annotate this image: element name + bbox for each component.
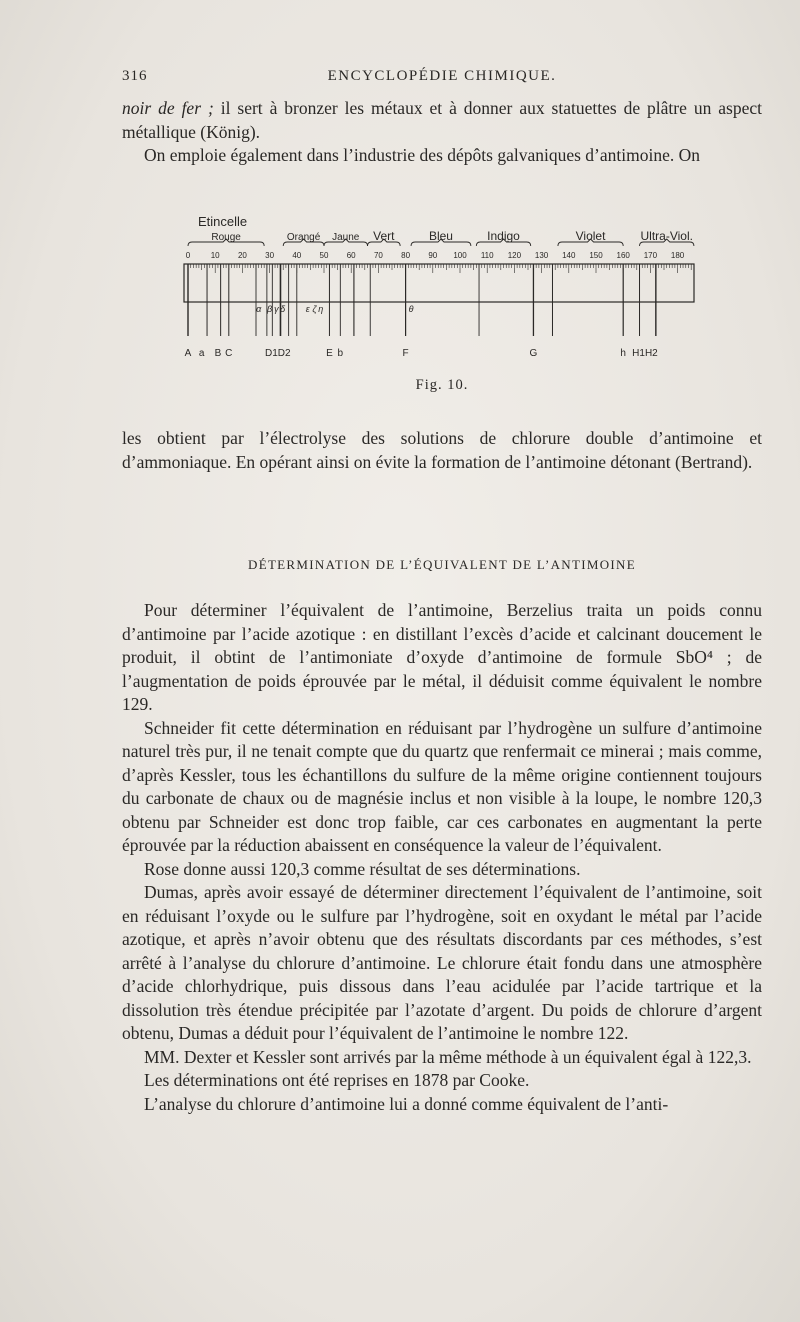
paragraph-rose: Rose donne aussi 120,3 comme résultat de ses déterminations. bbox=[144, 858, 581, 879]
page-header bbox=[122, 68, 762, 90]
paragraph-dumas: Dumas, après avoir essayé de déterminer directement l’équivalent de l’antimoine, soit en réduisant l’oxyde ou le sulfure par l’hydrogène, soit en oxydant le métal par l’acide azotique, et après n’avoir obtenu que des résultats discordants par ces méthodes, s’est arrêté à l’analyse du chlorure d’antimoine. Le chlorure était fondu dans une atmosphère d’acide chlorhydrique, puis dissous dans l’eau acidulée par l’acide tartrique et la dissolution très étendue précipitée par l’azotate d’argent. Du poids de chlorure d’argent obtenu, Dumas a déduit pour l’équivalent de l’antimoine le nombre 122. bbox=[122, 882, 762, 1043]
scale-number: 60 bbox=[346, 251, 356, 260]
fraunhofer-label: F bbox=[402, 348, 409, 359]
spectrum-box bbox=[184, 264, 694, 302]
fraunhofer-label: A bbox=[184, 348, 192, 359]
color-label-violet: Violet bbox=[575, 229, 606, 243]
scale-number: 90 bbox=[428, 251, 438, 260]
fraunhofer-label: D1D2 bbox=[264, 348, 291, 359]
fraunhofer-label: G bbox=[529, 348, 538, 359]
paragraph-galvanic: On emploie également dans l’industrie des dépôts galvaniques d’antimoine. On bbox=[144, 145, 700, 165]
fraunhofer-labels bbox=[185, 348, 659, 359]
scale-labels bbox=[186, 251, 685, 260]
scale-number: 150 bbox=[589, 251, 603, 260]
running-title: ENCYCLOPÉDIE CHIMIQUE. bbox=[327, 68, 557, 84]
spectrum-diagram bbox=[180, 212, 700, 372]
paragraph-cooke: Les déterminations ont été reprises en 1878 par Cooke. bbox=[144, 1070, 530, 1090]
greek-line-label: η bbox=[318, 304, 324, 314]
scale-number: 40 bbox=[292, 251, 302, 260]
fraunhofer-label: H1H2 bbox=[632, 348, 658, 359]
scale-number: 80 bbox=[401, 251, 411, 260]
fraunhofer-label: C bbox=[225, 348, 233, 359]
ruler-ticks bbox=[188, 264, 691, 273]
spectrum-figure bbox=[180, 212, 700, 372]
paragraph-cooke-analysis: L’analyse du chlorure d’antimoine lui a donné comme équivalent de l’anti- bbox=[144, 1093, 669, 1114]
scale-number: 160 bbox=[616, 251, 630, 260]
italic-term: noir de fer ; bbox=[122, 98, 214, 118]
scale-number: 170 bbox=[643, 251, 658, 260]
section-body bbox=[122, 599, 762, 1116]
scale-number: 0 bbox=[185, 251, 191, 260]
greek-line-label: γ bbox=[274, 304, 279, 314]
color-label-rouge: Rouge bbox=[211, 232, 241, 243]
fraunhofer-label: b bbox=[337, 348, 344, 359]
greek-line-label: ε bbox=[305, 304, 310, 314]
spectral-lines bbox=[188, 264, 656, 336]
scale-number: 140 bbox=[562, 251, 576, 260]
fraunhofer-label: E bbox=[326, 348, 333, 359]
scale-number: 50 bbox=[319, 251, 329, 260]
fraunhofer-label: a bbox=[198, 348, 205, 359]
fraunhofer-label: h bbox=[620, 348, 626, 359]
greek-labels bbox=[256, 304, 413, 314]
figure-caption: Fig. 10. bbox=[415, 377, 469, 393]
scale-number: 30 bbox=[265, 251, 275, 260]
color-label-bleu: Bleu bbox=[428, 229, 453, 243]
paragraph-dexter-kessler: MM. Dexter et Kessler sont arrivés par la même méthode à un équivalent égal à 122,3. bbox=[144, 1046, 752, 1067]
scale-number: 180 bbox=[670, 251, 685, 260]
color-label-vert: Vert bbox=[373, 229, 395, 243]
paragraph-schneider: Schneider fit cette détermination en réduisant par l’hydrogène un sulfure d’antimoine naturel très pur, il ne tenait compte que du quartz que renfermait ce minerai ; mais comme, d’après Kessler, tous les échantillons du sulfure de la même origine contiennent toujours du carbonate de chaux ou de magnésie inclus et non visible à la loupe, le nombre 120,3 obtenu par Schneider est donc trop faible, car ces carbonates en augmentant la perte éprouvée par la réduction abaissent en conséquence la valeur de l’équivalent. bbox=[122, 717, 762, 855]
paragraph-berzelius: Pour déterminer l’équivalent de l’antimoine, Berzelius traita un poids connu d’antimoine par l’acide azotique : en distillant l’excès d’acide et calcinant doucement le produit, il obtint de l’antimoniate d’oxyde d’antimoine de formule SbO⁴ ; de l’augmentation de poids éprouvée par le métal, il déduisit comme équivalent le nombre 129. bbox=[122, 600, 762, 714]
paragraph-top bbox=[122, 97, 762, 144]
spark-label: Etincelle bbox=[198, 214, 248, 229]
paragraph-electrolysis: les obtient par l’électrolyse des solutions de chlorure double d’antimoine et d’ammoniaque. En opérant ainsi on évite la formation de l’antimoine détonant (Bertrand). bbox=[122, 428, 762, 472]
scale-number: 70 bbox=[373, 251, 383, 260]
greek-line-label: ζ bbox=[312, 304, 317, 314]
top-text bbox=[122, 97, 762, 168]
scale-number: 20 bbox=[237, 251, 247, 260]
scale-number: 130 bbox=[534, 251, 549, 260]
scale-number: 10 bbox=[210, 251, 220, 260]
scale-number: 120 bbox=[507, 251, 522, 260]
middle-text bbox=[122, 427, 762, 474]
greek-line-label: δ bbox=[280, 304, 286, 314]
section-title: DÉTERMINATION DE L’ÉQUIVALENT DE L’ANTIMOINE bbox=[248, 557, 636, 572]
paragraph-top-rest: il sert à bronzer les métaux et à donner aux statuettes de plâtre un aspect métallique (König). bbox=[122, 98, 762, 142]
color-label-orang: Orangé bbox=[286, 232, 321, 243]
color-label-indigo: Indigo bbox=[487, 229, 520, 243]
scale-number: 100 bbox=[453, 251, 467, 260]
color-labels bbox=[211, 229, 693, 243]
page-number: 316 bbox=[122, 68, 148, 84]
greek-line-label: α bbox=[256, 304, 262, 314]
greek-line-label: β bbox=[267, 304, 273, 314]
greek-line-label: θ bbox=[408, 304, 414, 314]
color-label-jaune: Jaune bbox=[332, 232, 360, 243]
scale-number: 110 bbox=[480, 251, 494, 260]
fraunhofer-label: B bbox=[214, 348, 222, 359]
color-label-ultraviol: Ultra-Viol. bbox=[640, 229, 693, 243]
